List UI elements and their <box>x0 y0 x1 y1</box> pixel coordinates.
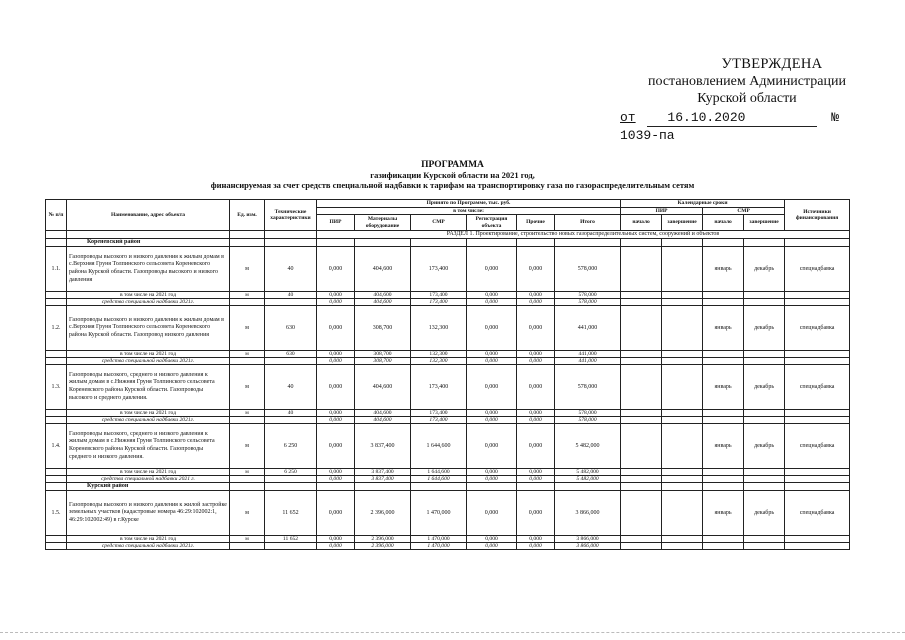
year-pir: 0,000 <box>317 351 355 358</box>
fund-reg: 0,000 <box>467 476 517 483</box>
district-name: Кореневский район <box>67 239 230 247</box>
year-label: в том числе на 2021 год <box>67 536 230 543</box>
year-smr: 132,300 <box>411 351 467 358</box>
fund-materials: 2 396,000 <box>355 543 411 550</box>
year-row <box>46 351 850 358</box>
object-reg: 0,000 <box>467 424 517 469</box>
year-other: 0,000 <box>517 410 555 417</box>
object-smr-end: декабрь <box>744 424 785 469</box>
object-total: 578,000 <box>555 247 621 292</box>
object-smr-start: январь <box>703 247 744 292</box>
object-tech: 40 <box>265 365 317 410</box>
table-header <box>46 200 850 231</box>
year-pir: 0,000 <box>317 410 355 417</box>
year-pir: 0,000 <box>317 469 355 476</box>
header-smr-start: начало <box>703 215 744 231</box>
object-pir: 0,000 <box>317 306 355 351</box>
object-smr: 1 644,600 <box>411 424 467 469</box>
fund-total: 578,000 <box>555 417 621 424</box>
object-source: спецнадбавка <box>785 424 850 469</box>
fund-reg: 0,000 <box>467 358 517 365</box>
year-row <box>46 292 850 299</box>
fund-smr: 1 470,000 <box>411 543 467 550</box>
object-smr-end: декабрь <box>744 365 785 410</box>
fund-total: 5 482,000 <box>555 476 621 483</box>
fund-reg: 0,000 <box>467 543 517 550</box>
object-num: 1.1. <box>46 247 67 292</box>
year-tech: 630 <box>265 351 317 358</box>
header-accepted: Принято по Программе, тыс. руб. <box>317 200 621 208</box>
object-row <box>46 365 850 410</box>
section-row <box>46 231 850 239</box>
object-unit: м <box>230 491 265 536</box>
year-total: 441,000 <box>555 351 621 358</box>
year-materials: 404,600 <box>355 410 411 417</box>
year-label: в том числе на 2021 год <box>67 410 230 417</box>
object-reg: 0,000 <box>467 491 517 536</box>
object-materials: 404,600 <box>355 365 411 410</box>
program-title-line-3: финансируемая за счет средств специальной надбавки к тарифам на транспортировку газа по газораспределительным сетям <box>210 180 695 190</box>
year-unit: м <box>230 351 265 358</box>
object-tech: 630 <box>265 306 317 351</box>
header-materials: Материалы оборудование <box>355 215 411 231</box>
object-num: 1.4. <box>46 424 67 469</box>
fund-pir: 0,000 <box>317 358 355 365</box>
object-materials: 308,700 <box>355 306 411 351</box>
object-pir: 0,000 <box>317 424 355 469</box>
year-materials: 404,600 <box>355 292 411 299</box>
object-materials: 2 396,000 <box>355 491 411 536</box>
year-smr: 173,400 <box>411 410 467 417</box>
object-row <box>46 424 850 469</box>
year-unit: м <box>230 469 265 476</box>
year-total: 3 866,000 <box>555 536 621 543</box>
fund-label: средства специальной надбавки 2021г. <box>67 299 230 306</box>
fund-row <box>46 358 850 365</box>
year-label: в том числе на 2021 год <box>67 469 230 476</box>
scan-edge-divider <box>0 632 905 635</box>
header-calendar: Календарные сроки <box>621 200 785 208</box>
object-smr-start: январь <box>703 491 744 536</box>
header-total: Итого <box>555 215 621 231</box>
object-num: 1.3. <box>46 365 67 410</box>
year-unit: м <box>230 536 265 543</box>
district-row <box>46 483 850 491</box>
year-reg: 0,000 <box>467 292 517 299</box>
section-title: РАЗДЕЛ 1. Проектирование, строительство новых газораспределительных систем, сооружений и объектов <box>317 231 850 239</box>
object-unit: м <box>230 306 265 351</box>
header-registration: Регистрация объекта <box>467 215 517 231</box>
fund-row <box>46 299 850 306</box>
year-other: 0,000 <box>517 351 555 358</box>
object-row <box>46 306 850 351</box>
object-reg: 0,000 <box>467 306 517 351</box>
program-table <box>45 199 850 550</box>
approval-line-3: Курской области <box>697 91 797 106</box>
year-row <box>46 410 850 417</box>
header-other: Прочие <box>517 215 555 231</box>
object-pir: 0,000 <box>317 491 355 536</box>
fund-label: средства специальной надбавки 2021г. <box>67 417 230 424</box>
fund-materials: 404,600 <box>355 417 411 424</box>
fund-other: 0,000 <box>517 417 555 424</box>
object-smr: 132,300 <box>411 306 467 351</box>
year-pir: 0,000 <box>317 292 355 299</box>
district-name: Курский район <box>67 483 230 491</box>
year-reg: 0,000 <box>467 536 517 543</box>
object-total: 578,000 <box>555 365 621 410</box>
date-prefix: от <box>620 110 636 125</box>
object-pir: 0,000 <box>317 247 355 292</box>
year-smr: 1 644,600 <box>411 469 467 476</box>
year-label: в том числе на 2021 год <box>67 351 230 358</box>
object-reg: 0,000 <box>467 247 517 292</box>
header-unit: Ед. изм. <box>230 200 265 231</box>
fund-smr: 1 644,600 <box>411 476 467 483</box>
header-pir: ПИР <box>317 215 355 231</box>
fund-smr: 132,300 <box>411 358 467 365</box>
year-smr: 173,400 <box>411 292 467 299</box>
header-cal-smr: СМР <box>703 207 785 215</box>
object-name: Газопроводы высокого и низкого давления к жилым домам в с.Верхняя Груня Толпинского сельсовета Кореневского района Курской области. Газопроводы высокого и низкого давления <box>67 247 230 292</box>
fund-other: 0,000 <box>517 299 555 306</box>
header-cal-pir: ПИР <box>621 207 703 215</box>
fund-label: средства специальной надбавки 2021г. <box>67 543 230 550</box>
program-title-line-1: ПРОГРАММА <box>421 160 484 170</box>
year-materials: 308,700 <box>355 351 411 358</box>
header-num: № п/п <box>46 200 67 231</box>
fund-pir: 0,000 <box>317 417 355 424</box>
fund-total: 578,000 <box>555 299 621 306</box>
object-source: спецнадбавка <box>785 365 850 410</box>
table-body <box>46 231 850 550</box>
object-num: 1.5. <box>46 491 67 536</box>
fund-pir: 0,000 <box>317 476 355 483</box>
fund-reg: 0,000 <box>467 417 517 424</box>
year-reg: 0,000 <box>467 469 517 476</box>
header-tech: Технические характеристики <box>265 200 317 231</box>
object-num: 1.2. <box>46 306 67 351</box>
year-reg: 0,000 <box>467 410 517 417</box>
object-name: Газопроводы высокого, среднего и низкого давления к жилым домам в с.Нижняя Груня Толпинского сельсовета Кореневского района Курской области. Газопроводы среднего и низкого давления. <box>67 424 230 469</box>
object-other: 0,000 <box>517 365 555 410</box>
year-tech: 40 <box>265 410 317 417</box>
header-name: Наименование, адрес объекта <box>67 200 230 231</box>
fund-materials: 308,700 <box>355 358 411 365</box>
approval-block <box>612 56 882 144</box>
year-total: 5 482,000 <box>555 469 621 476</box>
header-source: Источники финансирования <box>785 200 850 231</box>
object-materials: 404,600 <box>355 247 411 292</box>
object-smr-start: январь <box>703 306 744 351</box>
program-title-line-2: газификации Курской области на 2021 год, <box>370 170 535 180</box>
fund-other: 0,000 <box>517 543 555 550</box>
fund-label: средства специальной надбавки 2021 г. <box>67 476 230 483</box>
fund-row <box>46 543 850 550</box>
object-smr-end: декабрь <box>744 247 785 292</box>
year-tech: 40 <box>265 292 317 299</box>
fund-other: 0,000 <box>517 476 555 483</box>
object-name: Газопроводы высокого и низкого давления к жилой застройке земельных участков (кадастровые номера 46:29:102002:1, 46:29:102002:49) в г.Курске <box>67 491 230 536</box>
header-incl: в том числе: <box>317 207 621 215</box>
year-other: 0,000 <box>517 469 555 476</box>
object-smr: 173,400 <box>411 247 467 292</box>
approval-title: УТВЕРЖДЕНА <box>721 56 823 72</box>
object-other: 0,000 <box>517 247 555 292</box>
year-reg: 0,000 <box>467 351 517 358</box>
object-total: 441,000 <box>555 306 621 351</box>
header-smr: СМР <box>411 215 467 231</box>
year-pir: 0,000 <box>317 536 355 543</box>
year-unit: м <box>230 410 265 417</box>
year-other: 0,000 <box>517 536 555 543</box>
object-total: 3 866,000 <box>555 491 621 536</box>
approval-line-2: постановлением Администрации <box>648 74 846 89</box>
object-tech: 11 652 <box>265 491 317 536</box>
object-other: 0,000 <box>517 491 555 536</box>
fund-other: 0,000 <box>517 358 555 365</box>
approval-date: 16.10.2020 <box>647 109 817 127</box>
year-materials: 3 837,400 <box>355 469 411 476</box>
object-smr-end: декабрь <box>744 491 785 536</box>
district-row <box>46 239 850 247</box>
fund-materials: 404,600 <box>355 299 411 306</box>
object-tech: 40 <box>265 247 317 292</box>
year-label: в том числе на 2021 год <box>67 292 230 299</box>
object-other: 0,000 <box>517 424 555 469</box>
object-other: 0,000 <box>517 306 555 351</box>
object-smr-start: январь <box>703 424 744 469</box>
fund-pir: 0,000 <box>317 543 355 550</box>
year-unit: м <box>230 292 265 299</box>
year-tech: 11 652 <box>265 536 317 543</box>
header-pir-start: начало <box>621 215 662 231</box>
object-name: Газопроводы высокого и низкого давления к жилым домам в с.Верхняя Груня Толпинского сельсовета Кореневского района Курской области. Газопровод низкого давления <box>67 306 230 351</box>
object-total: 5 482,000 <box>555 424 621 469</box>
fund-materials: 3 837,400 <box>355 476 411 483</box>
year-tech: 6 250 <box>265 469 317 476</box>
fund-pir: 0,000 <box>317 299 355 306</box>
object-source: спецнадбавка <box>785 491 850 536</box>
object-source: спецнадбавка <box>785 247 850 292</box>
object-smr-end: декабрь <box>744 306 785 351</box>
year-total: 578,000 <box>555 410 621 417</box>
object-unit: м <box>230 424 265 469</box>
object-row <box>46 491 850 536</box>
fund-label: средства специальной надбавки 2021г. <box>67 358 230 365</box>
header-smr-end: завершение <box>744 215 785 231</box>
object-tech: 6 250 <box>265 424 317 469</box>
program-title <box>0 160 905 190</box>
object-unit: м <box>230 365 265 410</box>
object-smr: 1 470,000 <box>411 491 467 536</box>
fund-row <box>46 417 850 424</box>
year-row <box>46 536 850 543</box>
fund-total: 441,000 <box>555 358 621 365</box>
year-materials: 2 396,000 <box>355 536 411 543</box>
object-unit: м <box>230 247 265 292</box>
object-smr-start: январь <box>703 365 744 410</box>
object-materials: 3 837,400 <box>355 424 411 469</box>
object-name: Газопроводы высокого, среднего и низкого давления к жилым домам в с.Нижняя Груня Толпинского сельсовета Кореневского района Курской области. Газопроводы высокого и среднего давления. <box>67 365 230 410</box>
object-pir: 0,000 <box>317 365 355 410</box>
fund-reg: 0,000 <box>467 299 517 306</box>
object-smr: 173,400 <box>411 365 467 410</box>
year-row <box>46 469 850 476</box>
fund-row <box>46 476 850 483</box>
approval-number: № 1039-па <box>620 110 840 143</box>
header-pir-end: завершение <box>662 215 703 231</box>
fund-smr: 173,400 <box>411 417 467 424</box>
approval-date-line <box>612 109 882 144</box>
year-other: 0,000 <box>517 292 555 299</box>
year-smr: 1 470,000 <box>411 536 467 543</box>
object-row <box>46 247 850 292</box>
fund-smr: 173,400 <box>411 299 467 306</box>
year-total: 578,000 <box>555 292 621 299</box>
object-source: спецнадбавка <box>785 306 850 351</box>
object-reg: 0,000 <box>467 365 517 410</box>
fund-total: 3 866,000 <box>555 543 621 550</box>
